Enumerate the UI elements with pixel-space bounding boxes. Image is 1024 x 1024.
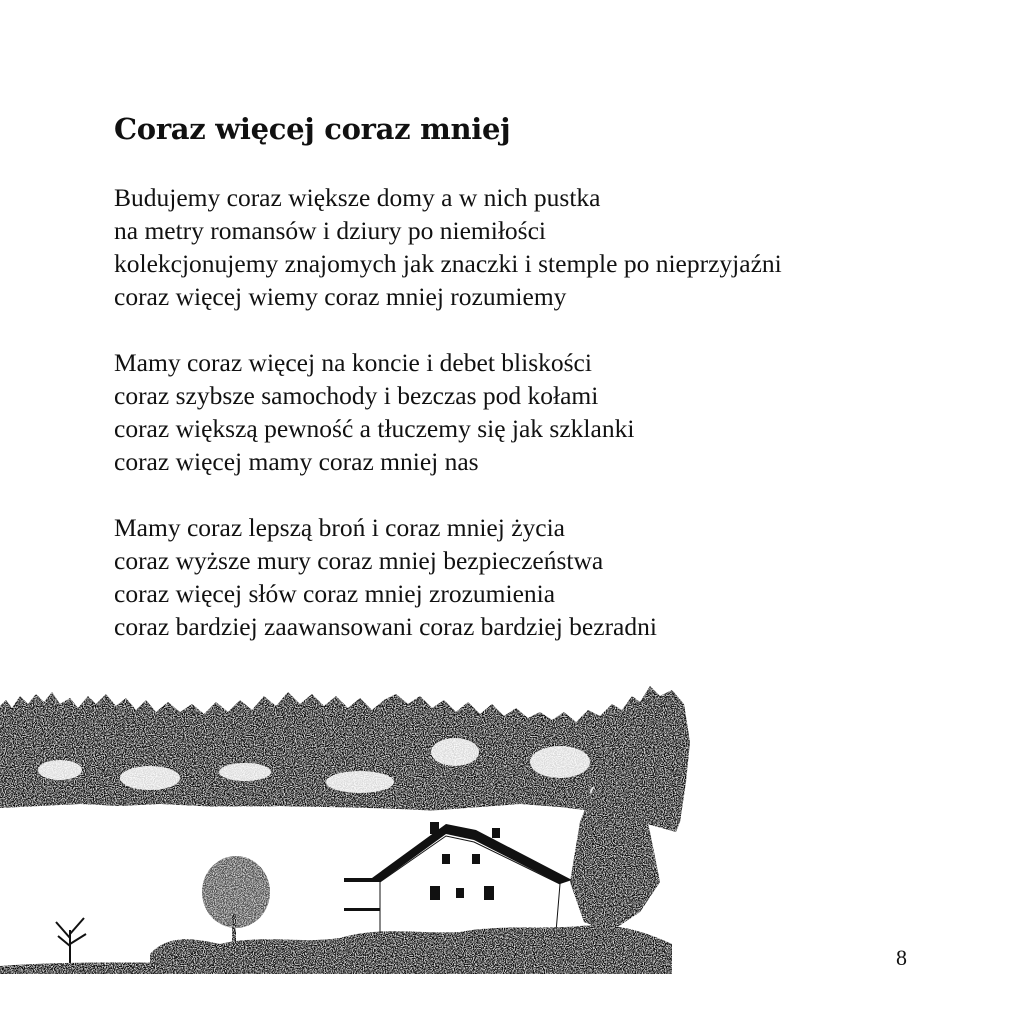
poem-line: kolekcjonujemy znajomych jak znaczki i stemple po nieprzyjaźni [114,249,782,278]
poem-line: Mamy coraz lepszą broń i coraz mniej życia [114,513,565,542]
chimney [430,822,439,834]
winter-house-illustration [0,682,700,982]
stanza-1 [114,181,874,313]
poem-line: coraz więcej słów coraz mniej zrozumienia [114,579,556,608]
page-number: 8 [896,945,907,970]
poem-line: Mamy coraz więcej na koncie i debet bliskości [114,348,592,377]
window [484,886,494,900]
poem-line: coraz szybsze samochody i bezczas pod kołami [114,381,599,410]
stanza-2 [114,346,874,478]
chimney [492,828,500,838]
poem-line: Budujemy coraz większe domy a w nich pustka [114,183,601,212]
window [456,888,464,898]
stanza-3 [114,511,874,643]
poem-line: coraz większą pewność a tłuczemy się jak szklanki [114,414,635,443]
poem-line: coraz więcej wiemy coraz mniej rozumiemy [114,282,567,311]
balcony [344,878,380,882]
poem-line: coraz bardziej zaawansowani coraz bardziej bezradni [114,612,657,641]
poem-line: coraz więcej mamy coraz mniej nas [114,447,479,476]
poem-body [114,181,874,676]
poem-line: coraz wyższe mury coraz mniej bezpieczeństwa [114,546,604,575]
window [472,854,480,864]
poem-line: na metry romansów i dziury po niemiłości [114,216,546,245]
poem-title: Coraz więcej coraz mniej [114,112,511,146]
balcony [344,908,380,911]
window [430,886,440,900]
window [442,854,450,864]
